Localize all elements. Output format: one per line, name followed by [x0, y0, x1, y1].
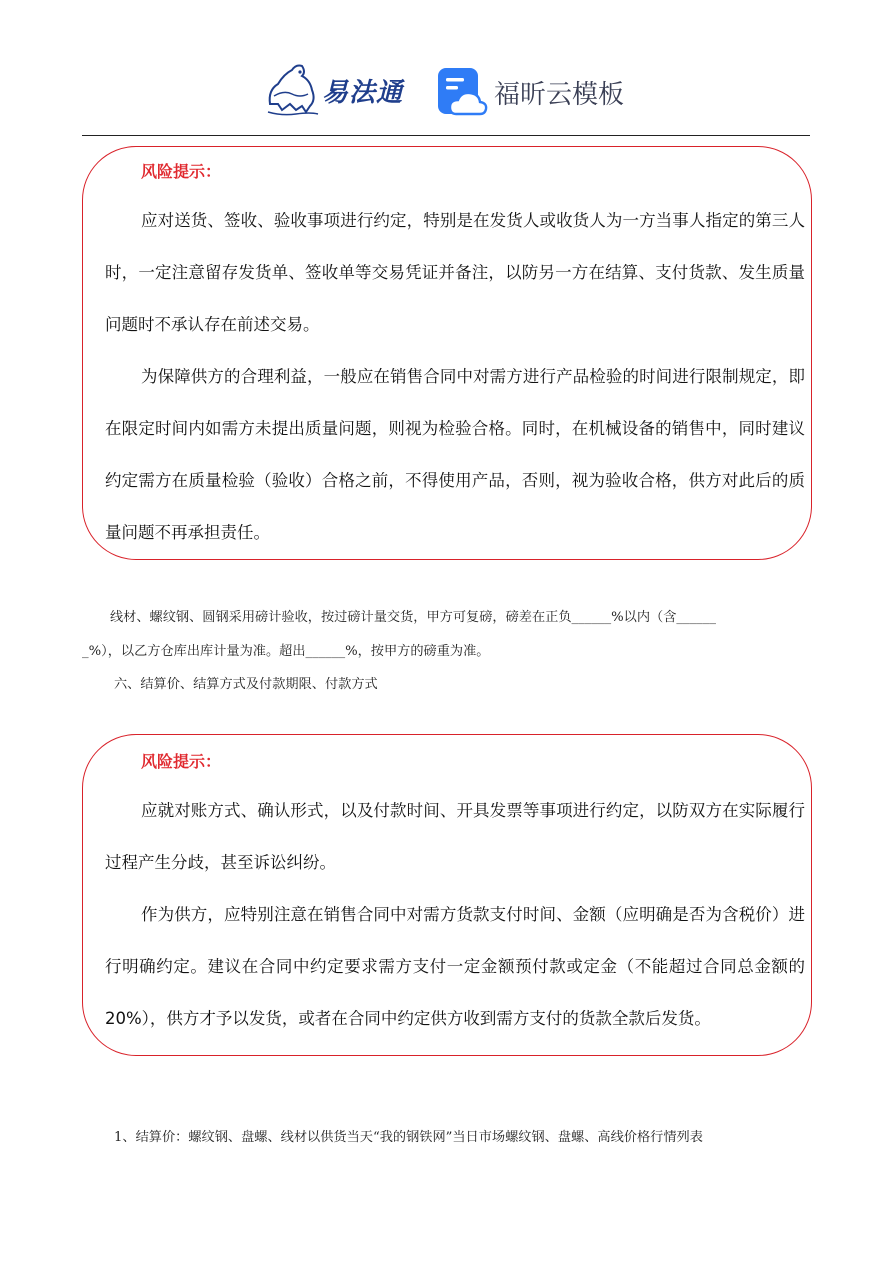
cloud-document-icon: [436, 66, 488, 118]
page-header: [0, 0, 893, 135]
risk-notice-title: 风险提示：: [141, 752, 222, 771]
risk-paragraph: 作为供方，应特别注意在销售合同中对需方货款支付时间、金额（应明确是否为含税价）进行明确约定。建议在合同中约定要求需方支付一定金额预付款或定金（不能超过合同总金额的 20%），供方才予以发货，或者在合同中约定供方收到需方支付的货款全款后发货。: [105, 905, 805, 1028]
header-divider: [82, 135, 810, 136]
risk-notice-box: [82, 146, 812, 560]
yifatong-logo-text: 易法通: [322, 78, 404, 108]
risk-paragraph: 为保障供方的合理利益，一般应在销售合同中对需方进行产品检验的时间进行限制规定，即在限定时间内如需方未提出质量问题，则视为检验合格。同时，在机械设备的销售中，同时建议约定需方在质量检验（验收）合格之前，不得使用产品，否则，视为验收合格，供方对此后的质量问题不再承担责任。: [105, 367, 805, 542]
risk-notice-box: [82, 734, 812, 1056]
unicorn-emblem-icon: [262, 60, 324, 118]
risk-notice-title: 风险提示：: [141, 162, 222, 181]
settlement-price-clause: 1、结算价：螺纹钢、盘螺、线材以供货当天“我的钢铁网”当日市场螺纹钢、盘螺、高线价格行情列表: [114, 1130, 703, 1145]
weighing-clause-line-1: 线材、螺纹钢、圆钢采用磅计验收，按过磅计量交货，甲方可复磅，磅差在正负______%以内（含______: [110, 610, 716, 625]
yifatong-logo: [262, 60, 412, 120]
weighing-clause-line-2: _%），以乙方仓库出库计量为准。超出______%，按甲方的磅重为准。: [82, 644, 490, 659]
risk-paragraph: 应对送货、签收、验收事项进行约定，特别是在发货人或收货人为一方当事人指定的第三人时，一定注意留存发货单、签收单等交易凭证并备注，以防另一方在结算、支付货款、发生质量问题时不承认存在前述交易。: [105, 211, 805, 334]
fuxin-logo-text: 福昕云模板: [494, 80, 625, 110]
risk-paragraph: 应就对账方式、确认形式，以及付款时间、开具发票等事项进行约定，以防双方在实际履行过程产生分歧，甚至诉讼纠纷。: [105, 801, 805, 872]
section-heading: 六、结算价、结算方式及付款期限、付款方式: [114, 677, 378, 692]
